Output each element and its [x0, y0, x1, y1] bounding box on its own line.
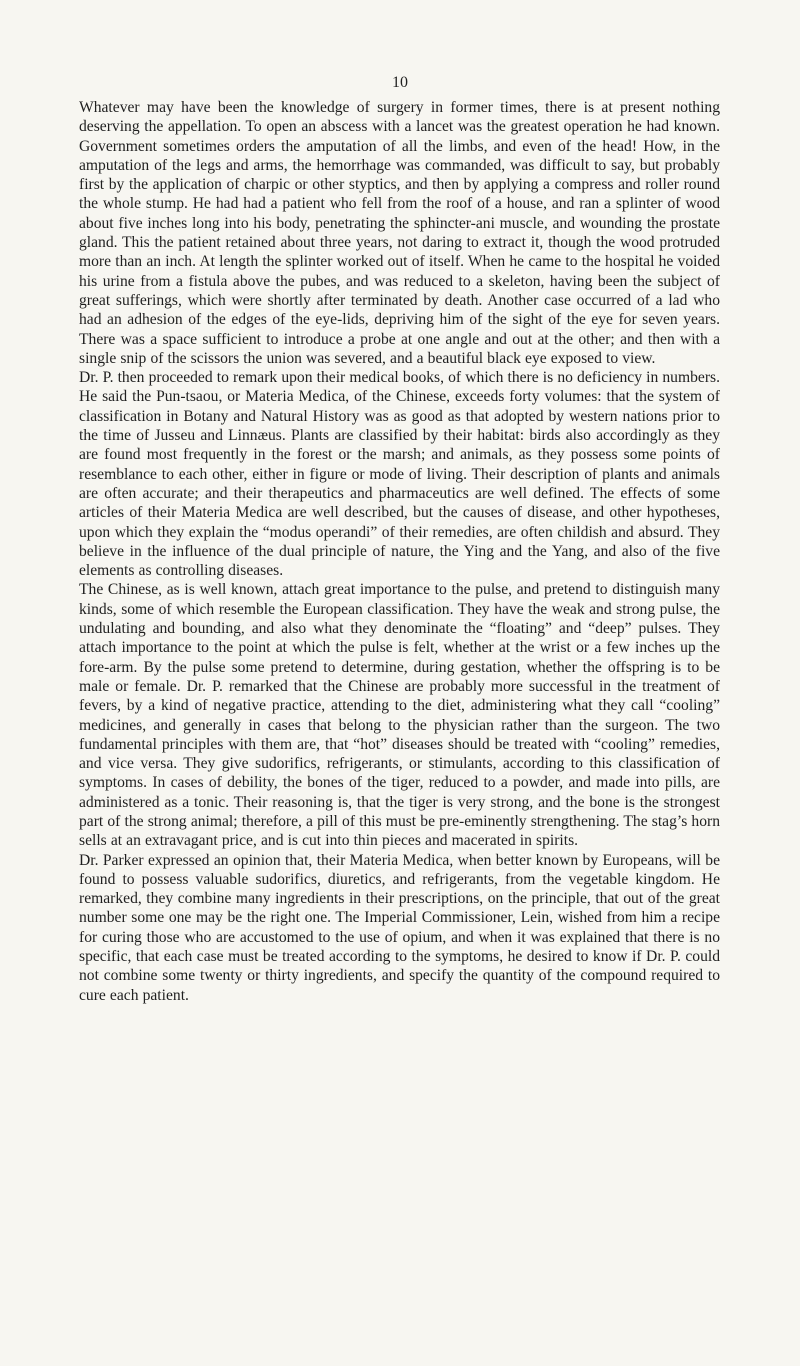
paragraph-pulse: The Chinese, as is well known, attach great importance to the pulse, and pretend to distinguish many kinds, some of which resemble the European classification. They have the weak and strong pulse, the undulating and bounding, and also what they denominate the “floating” and “deep” pulses. They attach importance to the point at which the pulse is felt, whether at the wrist or a few inches up the fore-arm. By the pulse some pretend to determine, during gestation, whether the offspring is to be male or female. Dr. P. remarked that the Chinese are probably more successful in the treatment of fevers, by a kind of negative practice, attending to the diet, administering what they call “cooling” medicines, and generally in cases that belong to the physician rather than the surgeon. The two fundamental principles with them are, that “hot” diseases should be treated with “cooling” remedies, and vice versa. They give sudorifics, refrigerants, or stimulants, according to this classification of symptoms. In cases of debility, the bones of the tiger, reduced to a powder, and made into pills, are administered as a tonic. Their reasoning is, that the tiger is very strong, and the bone is the strongest part of the strong animal; therefore, a pill of this must be pre-eminently strengthening. The stag’s horn sells at an extravagant price, and is cut into thin pieces and macerated in spirits.	[79, 581, 720, 850]
paragraph-medical-books: Dr. P. then proceeded to remark upon their medical books, of which there is no deficiency in numbers. He said the Pun-tsaou, or Materia Medica, of the Chinese, exceeds forty volumes: that the system of classification in Botany and Natural History was as good as that adopted by western nations prior to the time of Jusseu and Linnæus. Plants are classified by their habitat: birds also accordingly as they are found most frequently in the forest or the marsh; and animals, as they possess some points of resemblance to each other, either in figure or mode of living. Their description of plants and animals are often accurate; and their therapeutics and pharmaceutics are well defined. The effects of some articles of their Materia Medica are well described, but the causes of disease, and other hypotheses, upon which they explain the “modus operandi” of their remedies, are often childish and absurd. They believe in the influence of the dual principle of nature, the Ying and the Yang, and also of the five elements as controlling diseases.	[79, 369, 720, 580]
page-number: 10	[392, 74, 408, 91]
paragraph-surgery: Whatever may have been the knowledge of surgery in former times, there is at present nothing deserving the appellation. To open an abscess with a lancet was the greatest operation he had known. Government sometimes orders the amputation of all the limbs, and even of the head! How, in the amputation of the legs and arms, the hemorrhage was commanded, was difficult to say, but probably first by the application of charpic or other styptics, and then by applying a compress and roller round the whole stump. He had had a patient who fell from the roof of a house, and ran a splinter of wood about five inches long into his body, penetrating the sphincter-ani muscle, and wounding the prostate gland. This the patient retained about three years, not daring to extract it, though the wood protruded more than an inch. At length the splinter worked out of itself. When he came to the hospital he voided his urine from a fistula above the pubes, and was reduced to a skeleton, having been the subject of great sufferings, which were shortly after terminated by death. Another case occurred of a lad who had an adhesion of the edges of the eye-lids, depriving him of the sight of the eye for seven years. There was a space sufficient to introduce a probe at one angle and out at the other; and then with a single snip of the scissors the union was severed, and a beautiful black eye exposed to view.	[79, 99, 720, 367]
paragraph-materia-medica: Dr. Parker expressed an opinion that, their Materia Medica, when better known by Europeans, will be found to possess valuable sudorifics, diuretics, and refrigerants, from the vegetable kingdom. He remarked, they combine many ingredients in their prescriptions, on the principle, that out of the great number some one may be the right one. The Imperial Commissioner, Lein, wished from him a recipe for curing those who are accustomed to the use of opium, and when it was explained that there is no specific, that each case must be treated according to the symptoms, he desired to know if Dr. P. could not combine some twenty or thirty ingredients, and specify the quantity of the compound required to cure each patient.	[79, 851, 720, 1004]
body-text	[79, 98, 720, 1005]
